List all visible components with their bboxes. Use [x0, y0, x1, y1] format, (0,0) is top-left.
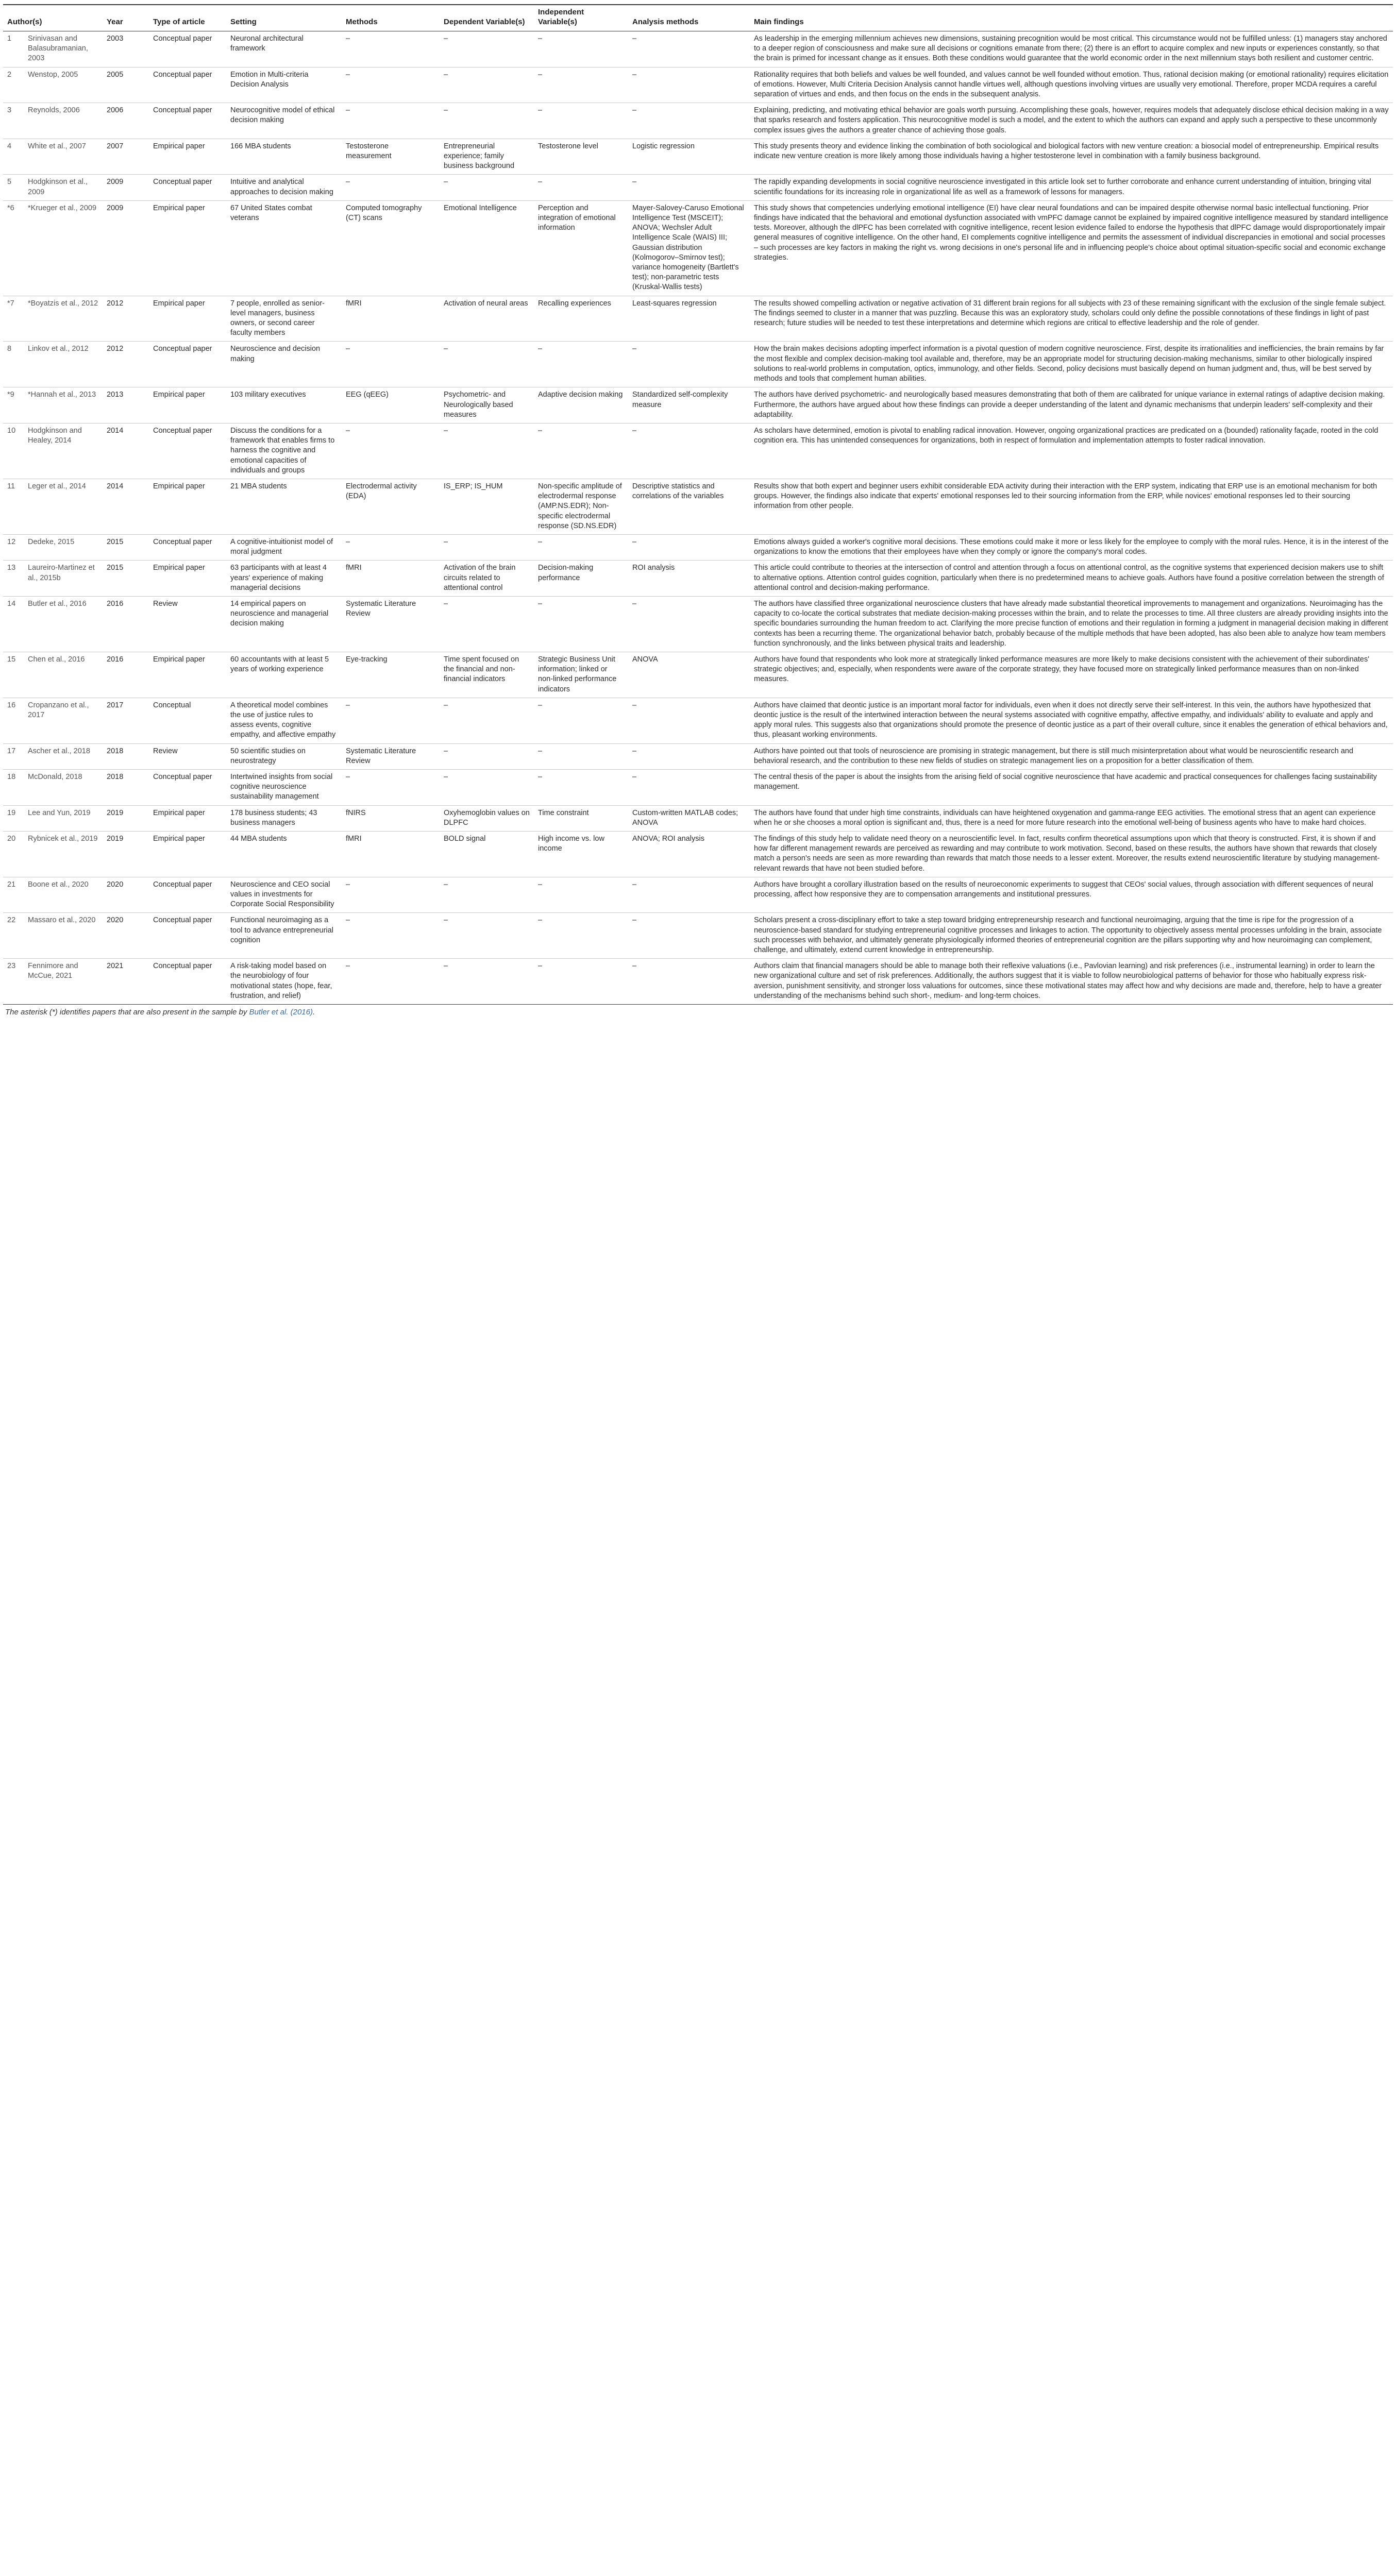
row-analysis-methods: – [628, 31, 750, 67]
row-number: 14 [3, 596, 24, 652]
row-independent-variables: – [534, 698, 628, 743]
row-independent-variables: Strategic Business Unit information; linked or non-linked performance indicators [534, 652, 628, 698]
row-number: 2 [3, 67, 24, 103]
row-methods: Eye-tracking [342, 652, 440, 698]
row-number: 12 [3, 534, 24, 560]
header-independent: Independent Variable(s) [534, 5, 628, 31]
row-setting: A risk-taking model based on the neurobiology of four motivational states (hope, fear, frustration, and relief) [226, 959, 342, 1005]
row-year: 2020 [103, 877, 149, 913]
row-number: 3 [3, 103, 24, 139]
row-methods: – [342, 103, 440, 139]
row-independent-variables: Decision-making performance [534, 561, 628, 597]
footnote-reference-link[interactable]: Butler et al. (2016) [249, 1008, 313, 1017]
row-number: 4 [3, 139, 24, 175]
row-independent-variables: Adaptive decision making [534, 387, 628, 423]
row-article-type: Conceptual paper [149, 342, 226, 387]
row-methods: – [342, 770, 440, 806]
row-year: 2014 [103, 423, 149, 479]
table-row [3, 31, 1393, 67]
header-setting: Setting [226, 5, 342, 31]
row-article-type: Conceptual paper [149, 959, 226, 1005]
row-analysis-methods: Descriptive statistics and correlations of the variables [628, 479, 750, 534]
row-methods: – [342, 67, 440, 103]
row-methods: Electrodermal activity (EDA) [342, 479, 440, 534]
row-analysis-methods: – [628, 959, 750, 1005]
row-year: 2009 [103, 200, 149, 296]
row-number: 18 [3, 770, 24, 806]
row-analysis-methods: Least-squares regression [628, 296, 750, 342]
literature-review-table [3, 4, 1393, 1005]
row-independent-variables: – [534, 31, 628, 67]
row-main-findings: Authors have found that respondents who look more at strategically linked performance measures are more likely to make decisions consistent with the achievement of their subordinates' strategic objectives; and, especially, when respondents were aware of the corporate strategy, they have focused more on strategically linked performance measures than on non-linked measures. [750, 652, 1393, 698]
row-year: 2005 [103, 67, 149, 103]
row-independent-variables: Non-specific amplitude of electrodermal response (AMP.NS.EDR); Non-specific electrodermal response (SD.NS.EDR) [534, 479, 628, 534]
row-year: 2012 [103, 296, 149, 342]
row-article-type: Empirical paper [149, 832, 226, 877]
row-dependent-variables: – [440, 103, 534, 139]
row-number: 8 [3, 342, 24, 387]
table-row [3, 296, 1393, 342]
row-setting: 44 MBA students [226, 832, 342, 877]
row-setting: 50 scientific studies on neurostrategy [226, 743, 342, 769]
row-author: Butler et al., 2016 [24, 596, 103, 652]
row-year: 2012 [103, 342, 149, 387]
row-dependent-variables: Oxyhemoglobin values on DLPFC [440, 805, 534, 831]
row-article-type: Review [149, 596, 226, 652]
row-main-findings: Authors claim that financial managers should be able to manage both their reflexive valuations (i.e., Pavlovian learning) and risk preferences (i.e., instrumental learning) in order to learn the new organizational culture and set of risk preferences. Additionally, the authors suggest that it is viable to follow neurobiological patterns of behavior for those who habitually express risk-aversion, punishment sensitivity, and stronger loss valuations for outcomes, since these motivational states may affect how and why decisions are made and, therefore, help to have a greater understanding of the mechanisms behind such short-, medium- and long-term choices. [750, 959, 1393, 1005]
row-independent-variables: Time constraint [534, 805, 628, 831]
table-row [3, 342, 1393, 387]
row-article-type: Empirical paper [149, 200, 226, 296]
row-analysis-methods: Mayer-Salovey-Caruso Emotional Intelligence Test (MSCEIT); ANOVA; Wechsler Adult Intelligence Scale (WAIS) III; Gaussian distribution (Kolmogorov–Smirnov test); variance homogeneity (Bartlett's test); non-parametric tests (Kruskal-Wallis tests) [628, 200, 750, 296]
row-article-type: Conceptual paper [149, 534, 226, 560]
row-dependent-variables: Activation of the brain circuits related to attentional control [440, 561, 534, 597]
row-year: 2015 [103, 561, 149, 597]
row-year: 2020 [103, 913, 149, 959]
row-year: 2013 [103, 387, 149, 423]
row-analysis-methods: ANOVA; ROI analysis [628, 832, 750, 877]
row-dependent-variables: – [440, 698, 534, 743]
table-row [3, 479, 1393, 534]
footnote-text: The asterisk (*) identifies papers that are also present in the sample by [5, 1008, 249, 1017]
row-main-findings: As leadership in the emerging millennium achieves new dimensions, sustaining precognition would be most critical. This circumstance would not be fulfilled unless: (1) managers stay anchored to a deeper region of consciousness and make sure all decisions or cognitions emanate from there; (2) there is an effort to acquire complex and new inputs or experiences constantly, so that the brain is primed for incessant change as it ensues. Both these conditions would guarantee that the world economic order in the next millennium stays both resilient and customer centric. [750, 31, 1393, 67]
row-article-type: Review [149, 743, 226, 769]
row-setting: A cognitive-intuitionist model of moral judgment [226, 534, 342, 560]
row-analysis-methods: – [628, 67, 750, 103]
row-methods: – [342, 423, 440, 479]
row-year: 2007 [103, 139, 149, 175]
row-year: 2009 [103, 175, 149, 200]
table-row [3, 534, 1393, 560]
row-article-type: Conceptual paper [149, 31, 226, 67]
row-setting: 63 participants with at least 4 years' experience of making managerial decisions [226, 561, 342, 597]
row-number: 21 [3, 877, 24, 913]
row-analysis-methods: ROI analysis [628, 561, 750, 597]
row-author: Rybnicek et al., 2019 [24, 832, 103, 877]
row-year: 2018 [103, 743, 149, 769]
row-methods: fMRI [342, 832, 440, 877]
row-main-findings: The central thesis of the paper is about the insights from the arising field of social cognitive neuroscience that have academic and practical consequences for challenges facing sustainability management. [750, 770, 1393, 806]
table-row [3, 561, 1393, 597]
row-setting: Neuroscience and decision making [226, 342, 342, 387]
row-independent-variables: – [534, 423, 628, 479]
row-dependent-variables: – [440, 423, 534, 479]
row-main-findings: This article could contribute to theories at the intersection of control and attention through a focus on attentional control, as the cognitive systems that experienced decision makers use to shift to alternative options. Attention control guides cognition, particularly when there is no predetermined means to achieve goals. Authors have found a positive correlation between the strength of attentional control and decision-making performance. [750, 561, 1393, 597]
row-main-findings: The authors have derived psychometric- and neurologically based measures demonstrating that both of them are calibrated for unique variance in external ratings of adaptive decision making. Furthermore, the authors have argued about how these findings can provide a deeper understanding of the latent and dynamic mechanisms that underpin leaders' self-complexity and their adaptability. [750, 387, 1393, 423]
row-setting: 14 empirical papers on neuroscience and managerial decision making [226, 596, 342, 652]
row-analysis-methods: – [628, 534, 750, 560]
table-body [3, 31, 1393, 1005]
row-independent-variables: High income vs. low income [534, 832, 628, 877]
row-main-findings: The rapidly expanding developments in social cognitive neuroscience investigated in this article look set to further corroborate and enhance current understanding of intuition, bringing vital scientific foundations for its increasing role in organizational life as well as a framework of lessons for managers. [750, 175, 1393, 200]
row-dependent-variables: – [440, 175, 534, 200]
table-row [3, 423, 1393, 479]
row-analysis-methods: – [628, 175, 750, 200]
row-author: Massaro et al., 2020 [24, 913, 103, 959]
row-dependent-variables: BOLD signal [440, 832, 534, 877]
row-year: 2019 [103, 805, 149, 831]
table-header-row [3, 5, 1393, 31]
table-row [3, 913, 1393, 959]
header-methods: Methods [342, 5, 440, 31]
row-dependent-variables: IS_ERP; IS_HUM [440, 479, 534, 534]
row-setting: Neuronal architectural framework [226, 31, 342, 67]
row-setting: 103 military executives [226, 387, 342, 423]
row-author: Lee and Yun, 2019 [24, 805, 103, 831]
row-article-type: Conceptual paper [149, 67, 226, 103]
row-author: *Boyatzis et al., 2012 [24, 296, 103, 342]
row-analysis-methods: – [628, 913, 750, 959]
row-analysis-methods: – [628, 770, 750, 806]
row-setting: Intuitive and analytical approaches to decision making [226, 175, 342, 200]
row-methods: – [342, 175, 440, 200]
row-dependent-variables: Time spent focused on the financial and non-financial indicators [440, 652, 534, 698]
row-dependent-variables: Entrepreneurial experience; family business background [440, 139, 534, 175]
row-number: 15 [3, 652, 24, 698]
table-row [3, 652, 1393, 698]
row-main-findings: Authors have claimed that deontic justice is an important moral factor for individuals, even when it does not directly serve their self-interest. In this vein, the authors have hypothesized that deontic justice is the result of the intertwined interaction between the neural systems associated with cognitive empathy, affective empathy, and individuals' ability to evaluate and apply and apply moral rules. This suggests also that organizations should promote the presence of deontic justice as a part of their overall culture, since it enables the generation of ethical behaviors and, thus, pleasant working environments. [750, 698, 1393, 743]
row-year: 2016 [103, 596, 149, 652]
row-main-findings: The results showed compelling activation or negative activation of 31 different brain regions for all subjects with 23 of these remaining significant with the exclusion of the single female subject. The findings seemed to cluster in a manner that was puzzling. Because this was an exploratory study, scholars could only define the possible connotations of these findings in light of past research; future studies will be needed to test these interpretations and determine which regions are critical to effective leadership and the role of gender. [750, 296, 1393, 342]
table-row [3, 805, 1393, 831]
row-methods: Computed tomography (CT) scans [342, 200, 440, 296]
row-setting: 60 accountants with at least 5 years of working experience [226, 652, 342, 698]
row-setting: Discuss the conditions for a framework that enables firms to harness the cognitive and emotional capacities of individuals and groups [226, 423, 342, 479]
row-article-type: Empirical paper [149, 561, 226, 597]
row-methods: fMRI [342, 296, 440, 342]
row-author: Linkov et al., 2012 [24, 342, 103, 387]
row-number: 23 [3, 959, 24, 1005]
row-methods: fNIRS [342, 805, 440, 831]
row-number: 16 [3, 698, 24, 743]
row-article-type: Conceptual paper [149, 877, 226, 913]
row-article-type: Conceptual paper [149, 770, 226, 806]
row-year: 2016 [103, 652, 149, 698]
row-author: *Hannah et al., 2013 [24, 387, 103, 423]
row-number: *9 [3, 387, 24, 423]
row-setting: Functional neuroimaging as a tool to advance entrepreneurial cognition [226, 913, 342, 959]
table-row [3, 200, 1393, 296]
row-independent-variables: – [534, 342, 628, 387]
row-article-type: Empirical paper [149, 387, 226, 423]
row-setting: 7 people, enrolled as senior-level managers, business owners, or second career faculty members [226, 296, 342, 342]
header-analysis: Analysis methods [628, 5, 750, 31]
row-author: McDonald, 2018 [24, 770, 103, 806]
header-type: Type of article [149, 5, 226, 31]
row-article-type: Conceptual paper [149, 913, 226, 959]
row-analysis-methods: – [628, 698, 750, 743]
row-year: 2015 [103, 534, 149, 560]
row-author: Leger et al., 2014 [24, 479, 103, 534]
row-dependent-variables: Activation of neural areas [440, 296, 534, 342]
row-main-findings: The authors have found that under high time constraints, individuals can have heightened oxygenation and gamma-range EEG activities. The emotional stress that an agent can experience when he or she chooses a moral option is significant and, thus, there is a need for more future research into the emotional well-being of business agents who have to make hard choices. [750, 805, 1393, 831]
row-setting: Neurocognitive model of ethical decision making [226, 103, 342, 139]
table-row [3, 698, 1393, 743]
row-main-findings: Authors have brought a corollary illustration based on the results of neuroeconomic experiments to suggest that CEOs' social values, through association with different sequences of neural processing, affect how responsive they are to compensation arrangements and institutional pressures. [750, 877, 1393, 913]
row-article-type: Conceptual paper [149, 423, 226, 479]
row-main-findings: How the brain makes decisions adopting imperfect information is a pivotal question of modern cognitive neuroscience. First, despite its irrationalities and inefficiencies, the brain remains by far the most flexible and complex decision-making tool available and, therefore, may be an appropriate model for structuring decision-making mechanisms, similar to other biologically inspired solutions to real-world problems in computation, optics, immunology, and other fields. Second, policy decisions must basically depend on human judgment and, thus, will be best served by methods and tools that complement human abilities. [750, 342, 1393, 387]
table-row [3, 959, 1393, 1005]
row-dependent-variables: – [440, 913, 534, 959]
row-dependent-variables: Emotional Intelligence [440, 200, 534, 296]
row-number: 1 [3, 31, 24, 67]
row-independent-variables: – [534, 67, 628, 103]
row-year: 2018 [103, 770, 149, 806]
row-main-findings: Results show that both expert and beginner users exhibit considerable EDA activity during their interaction with the ERP system, indicating that ERP use is an emotional mechanism for both groups. However, the findings also indicate that experts' emotional responses led to their sourcing information from the ERP, while novices' emotional responses led to their sourcing information from other people. [750, 479, 1393, 534]
row-number: 22 [3, 913, 24, 959]
row-analysis-methods: – [628, 877, 750, 913]
row-independent-variables: – [534, 913, 628, 959]
row-dependent-variables: – [440, 67, 534, 103]
row-number: 11 [3, 479, 24, 534]
row-analysis-methods: Logistic regression [628, 139, 750, 175]
row-independent-variables: Testosterone level [534, 139, 628, 175]
row-author: Boone et al., 2020 [24, 877, 103, 913]
row-number: 13 [3, 561, 24, 597]
row-setting: 67 United States combat veterans [226, 200, 342, 296]
row-main-findings: Explaining, predicting, and motivating ethical behavior are goals worth pursuing. Accomplishing these goals, however, requires models that adequately disclose ethical decision making in a way that sparks research and fosters application. This neurocognitive model is such a model, and the extent to which the authors can expand and apply such a perspective to these uncommonly complex issues gives the authors a greater chance of achieving those goals. [750, 103, 1393, 139]
row-methods: fMRI [342, 561, 440, 597]
row-methods: – [342, 698, 440, 743]
row-independent-variables: Perception and integration of emotional information [534, 200, 628, 296]
footnote-end: . [312, 1008, 315, 1017]
table-row [3, 67, 1393, 103]
row-number: 17 [3, 743, 24, 769]
row-methods: – [342, 877, 440, 913]
header-findings: Main findings [750, 5, 1393, 31]
row-year: 2019 [103, 832, 149, 877]
row-dependent-variables: – [440, 877, 534, 913]
row-independent-variables: – [534, 534, 628, 560]
row-dependent-variables: – [440, 743, 534, 769]
row-number: 10 [3, 423, 24, 479]
table-row [3, 832, 1393, 877]
row-setting: 178 business students; 43 business managers [226, 805, 342, 831]
row-independent-variables: Recalling experiences [534, 296, 628, 342]
table-row [3, 175, 1393, 200]
table-footnote [3, 1005, 1393, 1016]
row-article-type: Conceptual paper [149, 175, 226, 200]
row-methods: Systematic Literature Review [342, 743, 440, 769]
row-main-findings: As scholars have determined, emotion is pivotal to enabling radical innovation. However, ongoing organizational practices are predicated on a (bounded) rationality façade, rooted in the cold cognition era. This has unintended consequences for organizations, both in respect of formulation and implementation attempts to foster radical innovation. [750, 423, 1393, 479]
row-article-type: Empirical paper [149, 139, 226, 175]
row-author: Fennimore and McCue, 2021 [24, 959, 103, 1005]
row-independent-variables: – [534, 959, 628, 1005]
row-analysis-methods: – [628, 743, 750, 769]
row-author: Cropanzano et al., 2017 [24, 698, 103, 743]
row-setting: 21 MBA students [226, 479, 342, 534]
row-dependent-variables: Psychometric- and Neurologically based measures [440, 387, 534, 423]
row-main-findings: Rationality requires that both beliefs and values be well founded, and values cannot be well founded without emotion. Thus, rational decision making (or emotional rationality) requires elicitation of emotions. However, Multi Criteria Decision Analysis cannot handle virtues well, although questions involving virtues are usually very emotional. Therefore, proper MCDA requires a careful separation of virtues and ends, and then focus on the ends in the subsequent analysis. [750, 67, 1393, 103]
row-setting: Neuroscience and CEO social values in investments for Corporate Social Responsibility [226, 877, 342, 913]
header-author: Author(s) [3, 5, 103, 31]
row-analysis-methods: Custom-written MATLAB codes; ANOVA [628, 805, 750, 831]
row-analysis-methods: – [628, 342, 750, 387]
table-row [3, 877, 1393, 913]
row-independent-variables: – [534, 175, 628, 200]
row-main-findings: The findings of this study help to validate need theory on a neuroscientific level. In fact, results confirm theoretical assumptions upon which that theory is constructed. First, it is shown if and how far different management rewards are perceived as rewarding and may contribute to work motivation. Second, based on these results, the authors have shown that rewards that closely match a person's needs are seen as more rewarding than rewards that match those needs to a lesser extent. Moreover, the results extend neuroscientific literature by studying management-relevant rewards that have not been studied before. [750, 832, 1393, 877]
row-year: 2021 [103, 959, 149, 1005]
table-row [3, 139, 1393, 175]
row-author: *Krueger et al., 2009 [24, 200, 103, 296]
row-dependent-variables: – [440, 770, 534, 806]
row-methods: Testosterone measurement [342, 139, 440, 175]
row-author: Hodgkinson et al., 2009 [24, 175, 103, 200]
row-dependent-variables: – [440, 31, 534, 67]
row-analysis-methods: ANOVA [628, 652, 750, 698]
row-independent-variables: – [534, 596, 628, 652]
row-main-findings: Emotions always guided a worker's cognitive moral decisions. These emotions could make it more or less likely for the employee to comply with the moral rules. Hence, it is in the interest of the organizations to know the emotions that their employees have when they comply or ignore the company's moral codes. [750, 534, 1393, 560]
row-article-type: Empirical paper [149, 296, 226, 342]
row-author: Srinivasan and Balasubramanian, 2003 [24, 31, 103, 67]
header-year: Year [103, 5, 149, 31]
row-author: Hodgkinson and Healey, 2014 [24, 423, 103, 479]
table-row [3, 103, 1393, 139]
row-independent-variables: – [534, 770, 628, 806]
row-analysis-methods: – [628, 423, 750, 479]
row-author: Dedeke, 2015 [24, 534, 103, 560]
table-row [3, 387, 1393, 423]
row-methods: Systematic Literature Review [342, 596, 440, 652]
row-article-type: Empirical paper [149, 479, 226, 534]
row-number: *7 [3, 296, 24, 342]
row-main-findings: The authors have classified three organizational neuroscience clusters that have already made substantial theoretical improvements to management and organizations. Neuroimaging has the capacity to co-locate the cortical substrates that mediate decision-making processes within the brain, and to relate the processes to time. All three clusters are already providing insights into the specific boundaries surrounding the human freedom to act. Clarifying the more precise function of emotions and their regulation in forming a judgment in managerial decision making in different contexts has been a recurring theme. The organizational behavior batch, probably because of the multiple methods that have been adopted, has also been able to analyze how team members function synchronously, and the links between physical traits and leadership. [750, 596, 1393, 652]
row-main-findings: Authors have pointed out that tools of neuroscience are promising in strategic management, but there is still much misinterpretation about what would be neuroscientific research and behavioral research, and the contribution to these new fields of studies on strategic management lies on a proposition for a better classification of them. [750, 743, 1393, 769]
row-methods: – [342, 913, 440, 959]
row-year: 2014 [103, 479, 149, 534]
row-dependent-variables: – [440, 596, 534, 652]
row-author: Ascher et al., 2018 [24, 743, 103, 769]
row-year: 2006 [103, 103, 149, 139]
row-setting: 166 MBA students [226, 139, 342, 175]
row-analysis-methods: – [628, 103, 750, 139]
row-article-type: Conceptual [149, 698, 226, 743]
row-article-type: Empirical paper [149, 805, 226, 831]
header-dependent: Dependent Variable(s) [440, 5, 534, 31]
row-year: 2017 [103, 698, 149, 743]
row-author: Wenstop, 2005 [24, 67, 103, 103]
row-author: White et al., 2007 [24, 139, 103, 175]
row-dependent-variables: – [440, 959, 534, 1005]
row-methods: – [342, 959, 440, 1005]
row-main-findings: This study presents theory and evidence linking the combination of both sociological and biological factors with new venture creation: a biosocial model of entrepreneurship. Empirical results indicate new venture creation is more likely among those individuals having a higher testosterone level in combination with a family business background. [750, 139, 1393, 175]
row-analysis-methods: Standardized self-complexity measure [628, 387, 750, 423]
row-dependent-variables: – [440, 534, 534, 560]
row-dependent-variables: – [440, 342, 534, 387]
table-row [3, 596, 1393, 652]
row-main-findings: This study shows that competencies underlying emotional intelligence (EI) have clear neural foundations and can be impaired despite otherwise normal basic intellectual functioning. Prior findings have indicated that the behavioral and emotional dysfunction associated with vmPFC damage cannot be explained by impaired cognitive intelligence measured by standard intelligence tests. Moreover, although the dlPFC has been correlated with cognitive intelligence, recent lesion evidence failed to endorse the hypothesis that dlPFC damage would disproportionately impair general measures of cognitive intelligence. On the other hand, EI complements cognitive intelligence and permits the assessment of individual discrepancies in emotional and social processes – such processes are key factors in making the right vs. wrong decisions in one's personal life and in influencing people's choice about optimal situation-specific social and economic exchange strategies. [750, 200, 1393, 296]
row-setting: A theoretical model combines the use of justice rules to assess events, cognitive empathy, and affective empathy [226, 698, 342, 743]
row-methods: – [342, 534, 440, 560]
row-independent-variables: – [534, 743, 628, 769]
row-main-findings: Scholars present a cross-disciplinary effort to take a step toward bridging entrepreneurship research and functional neuroimaging, arguing that the time is ripe for the progression of a neuroscience-based standard for studying entrepreneurial cognitive processes and linkages to action. The opportunity to objectively assess mental processes unfolding in the brain, associate such processes with behavior, and ultimately generate physiologically informed theories of entrepreneurial cognition are the pillars supporting why and how neuroimaging can complement, challenge, and ultimately, extend current knowledge in entrepreneurship. [750, 913, 1393, 959]
row-methods: EEG (qEEG) [342, 387, 440, 423]
row-number: 19 [3, 805, 24, 831]
row-number: 5 [3, 175, 24, 200]
table-row [3, 770, 1393, 806]
row-article-type: Empirical paper [149, 652, 226, 698]
row-setting: Emotion in Multi-criteria Decision Analysis [226, 67, 342, 103]
row-setting: Intertwined insights from social cognitive neuroscience sustainability management [226, 770, 342, 806]
row-independent-variables: – [534, 103, 628, 139]
row-number: 20 [3, 832, 24, 877]
row-author: Laureiro-Martinez et al., 2015b [24, 561, 103, 597]
table-row [3, 743, 1393, 769]
row-author: Reynolds, 2006 [24, 103, 103, 139]
row-analysis-methods: – [628, 596, 750, 652]
row-number: *6 [3, 200, 24, 296]
row-year: 2003 [103, 31, 149, 67]
row-independent-variables: – [534, 877, 628, 913]
row-methods: – [342, 31, 440, 67]
row-article-type: Conceptual paper [149, 103, 226, 139]
row-methods: – [342, 342, 440, 387]
row-author: Chen et al., 2016 [24, 652, 103, 698]
